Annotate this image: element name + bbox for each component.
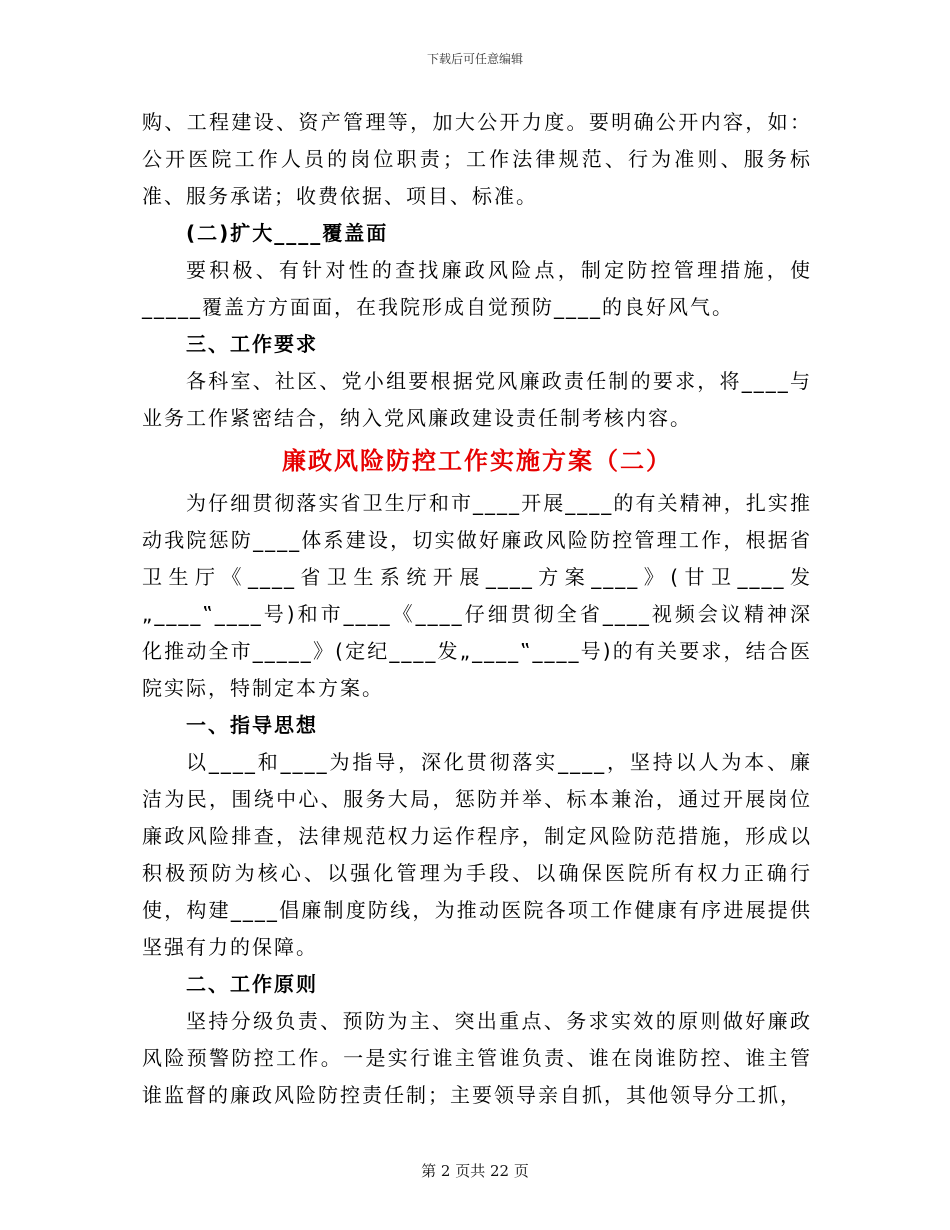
section-heading: (二)扩大____覆盖面 bbox=[186, 221, 389, 245]
paragraph: 购、工程建设、资产管理等，加大公开力度。要明确公开内容，如：公开医院工作人员的岗位职责；工作法律规范、行为准则、服务标准、服务承诺；收费依据、项目、标准。 bbox=[142, 110, 812, 208]
section-heading: 一、指导思想 bbox=[186, 713, 318, 737]
paragraph: 要积极、有针对性的查找廉政风险点，制定防控管理措施，使_____覆盖方方面面，在我院形成自觉预防____的良好风气。 bbox=[142, 258, 812, 319]
paragraph: 各科室、社区、党小组要根据党风廉政责任制的要求，将____与业务工作紧密结合，纳入党风廉政建设责任制考核内容。 bbox=[142, 369, 812, 430]
section-heading: 三、工作要求 bbox=[186, 332, 318, 356]
section-heading: 二、工作原则 bbox=[186, 972, 318, 996]
page-footer: 第 2 页共 22 页 bbox=[421, 1162, 529, 1180]
document-title: 廉政风险防控工作实施方案（二） bbox=[282, 447, 672, 475]
paragraph: 坚持分级负责、预防为主、突出重点、务求实效的原则做好廉政风险预警防控工作。一是实行谁主管谁负责、谁在岗谁防控、谁主管谁监督的廉政风险防控责任制；主要领导亲自抓，其他领导分工抓， bbox=[142, 1009, 812, 1107]
document-body bbox=[142, 104, 812, 1114]
paragraph: 以____和____为指导，深化贯彻落实____，坚持以人为本、廉洁为民，围绕中心、服务大局，惩防并举、标本兼治，通过开展岗位廉政风险排查，法律规范权力运作程序，制定风险防范措施，形成以积极预防为核心、以强化管理为手段、以确保医院所有权力正确行使，构建____倡廉制度防线，为推动医院各项工作健康有序进展提供坚强有力的保障。 bbox=[142, 750, 812, 959]
page-header: 下载后可任意编辑 bbox=[426, 52, 523, 66]
paragraph: 为仔细贯彻落实省卫生厅和市____开展____的有关精神，扎实推动我院惩防____体系建设，切实做好廉政风险防控管理工作，根据省卫生厅《____省卫生系统开展____方案____》(甘卫____发„____‟____号)和市____《____仔细贯彻全省____视频会议精神深化推动全市_____》(定纪____发„____‟____号)的有关要求，结合医院实际，特制定本方案。 bbox=[142, 491, 812, 700]
